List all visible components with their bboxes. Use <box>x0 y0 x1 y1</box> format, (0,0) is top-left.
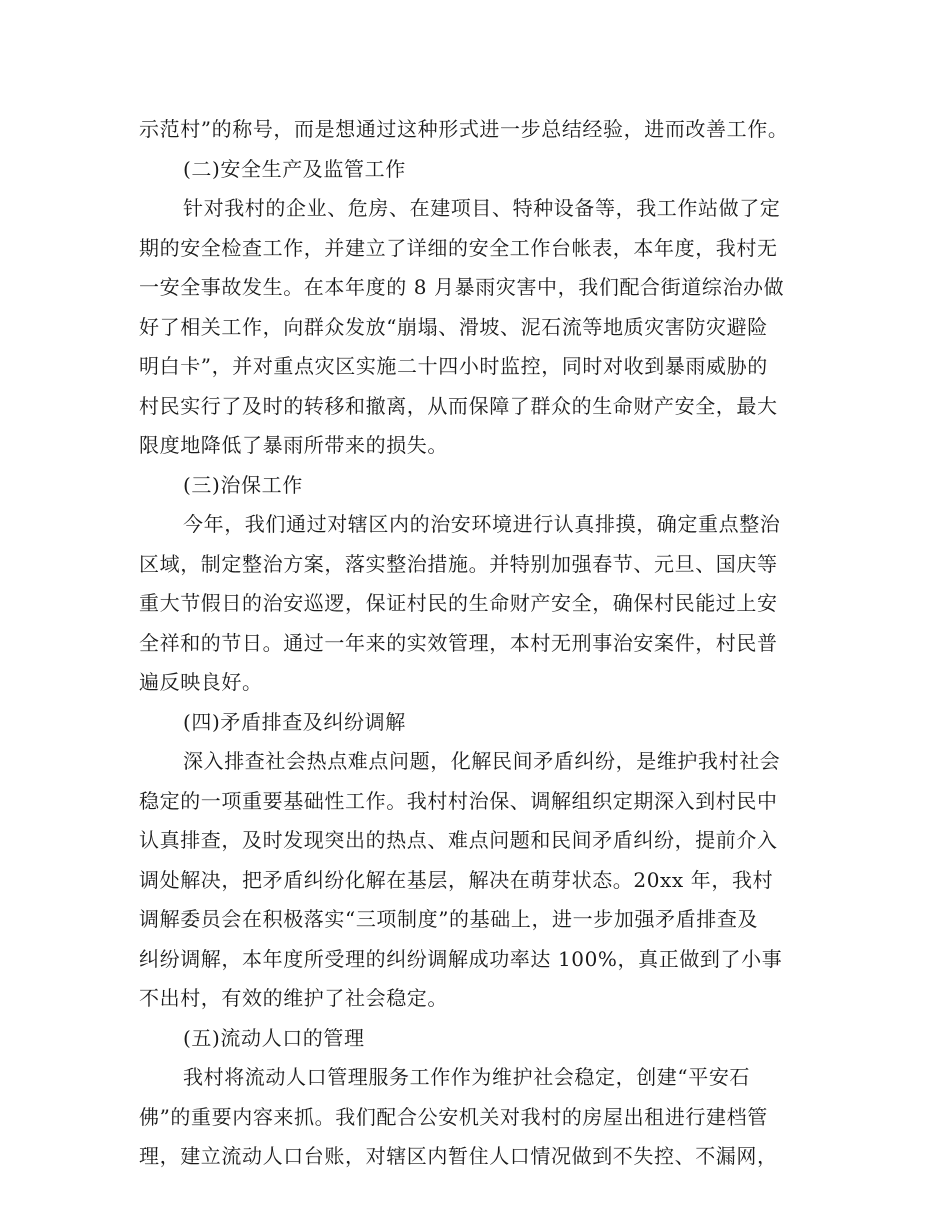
text-line: 调解委员会在积极落实“三项制度”的基础上，进一步加强矛盾排查及 <box>139 907 759 931</box>
text-line: 明白卡”，并对重点灾区实施二十四小时监控，同时对收到暴雨威胁的 <box>139 354 768 378</box>
text-line: 理，建立流动人口台账，对辖区内暂住人口情况做到不失控、不漏网， <box>139 1144 778 1168</box>
text-line: 限度地降低了暴雨所带来的损失。 <box>139 433 448 457</box>
text-line: 深入排查社会热点难点问题，化解民间矛盾纠纷，是维护我村社会 <box>183 749 781 773</box>
section-heading-2: (二)安全生产及监管工作 <box>183 156 406 181</box>
text-line: 遍反映良好。 <box>139 670 263 694</box>
text-line: 不出村，有效的维护了社会稳定。 <box>139 986 448 1010</box>
text-line: 全祥和的节日。通过一年来的实效管理，本村无刑事治安案件，村民普 <box>139 630 778 655</box>
section-heading-3: (三)治保工作 <box>183 472 303 497</box>
section-heading-5: (五)流动人口的管理 <box>183 1025 365 1050</box>
text-line: 重大节假日的治安巡逻，保证村民的生命财产安全，确保村民能过上安 <box>139 591 778 615</box>
text-line: 示范村”的称号，而是想通过这种形式进一步总结经验，进而改善工作。 <box>139 117 789 141</box>
text-line: 调处解决，把矛盾纠纷化解在基层，解决在萌芽状态。20xx 年，我村 <box>139 867 774 892</box>
text-line: 一安全事故发生。在本年度的 8 月暴雨灾害中，我们配合街道综治办做 <box>139 275 785 299</box>
text-line: 纠纷调解，本年度所受理的纠纷调解成功率达 100%，真正做到了小事 <box>139 946 783 971</box>
text-line: 好了相关工作，向群众发放“崩塌、滑坡、泥石流等地质灾害防灾避险 <box>139 314 768 339</box>
text-line: 针对我村的企业、危房、在建项目、特种设备等，我工作站做了定 <box>183 196 781 220</box>
text-line: 我村将流动人口管理服务工作作为维护社会稳定，创建“平安石 <box>183 1065 751 1089</box>
section-heading-4: (四)矛盾排查及纠纷调解 <box>183 709 406 734</box>
text-line: 期的安全检查工作，并建立了详细的安全工作台帐表，本年度，我村无 <box>139 235 778 260</box>
text-line: 佛”的重要内容来抓。我们配合公安机关对我村的房屋出租进行建档管 <box>139 1104 768 1129</box>
text-line: 今年，我们通过对辖区内的治安环境进行认真排摸，确定重点整治 <box>183 512 781 536</box>
text-line: 区域，制定整治方案，落实整治措施。并特别加强春节、元旦、国庆等 <box>139 551 778 576</box>
text-line: 认真排查，及时发现突出的热点、难点问题和民间矛盾纠纷，提前介入 <box>139 828 778 852</box>
text-line: 稳定的一项重要基础性工作。我村村治保、调解组织定期深入到村民中 <box>139 788 778 813</box>
text-line: 村民实行了及时的转移和撤离，从而保障了群众的生命财产安全，最大 <box>139 393 778 418</box>
document-body <box>139 110 829 1177</box>
